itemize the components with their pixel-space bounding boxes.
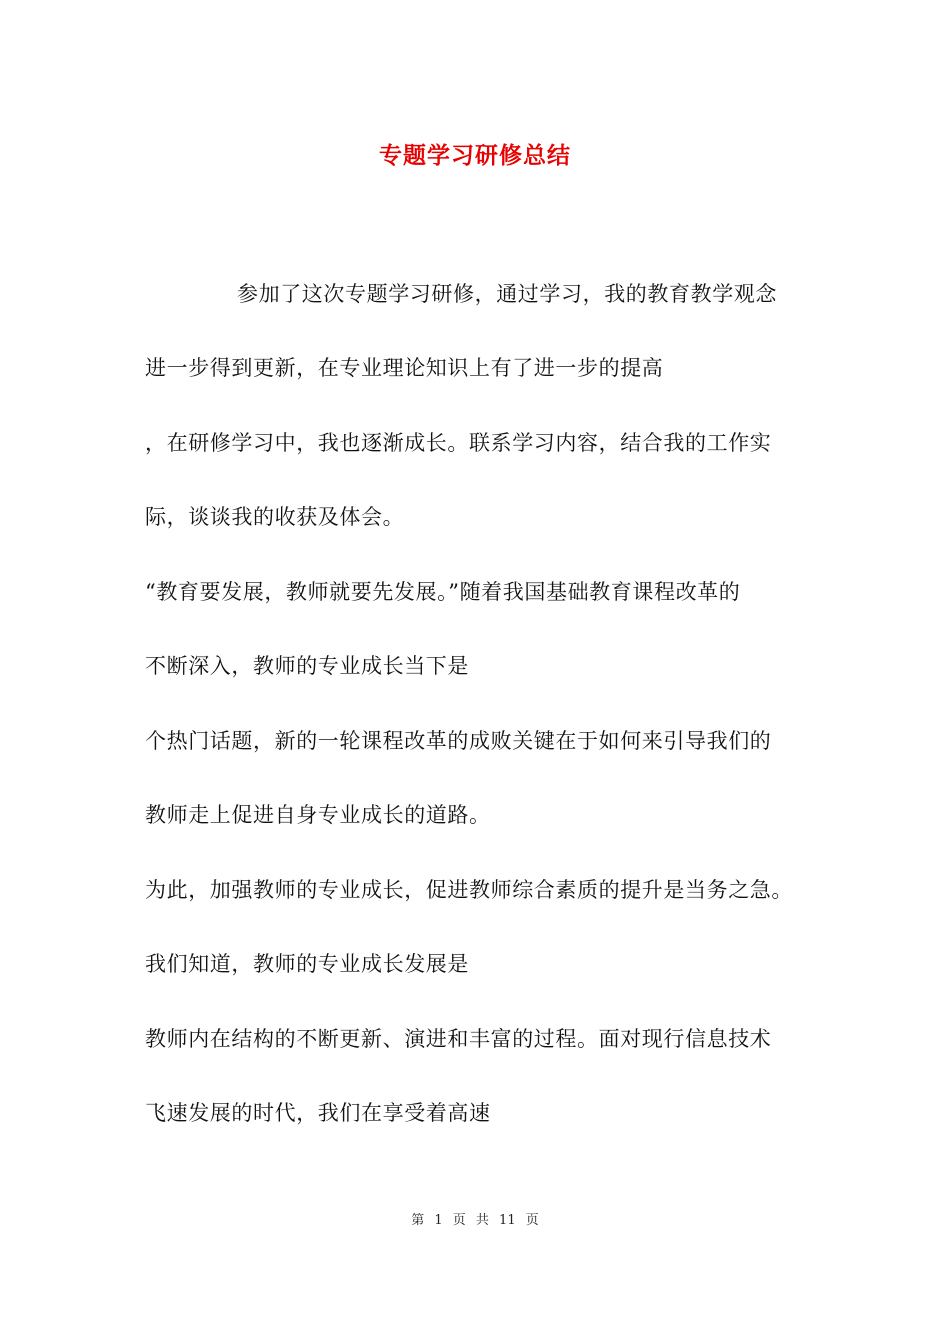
paragraph-line-1: 参加了这次专题学习研修，通过学习，我的教育教学观念: [237, 282, 777, 306]
paragraph-line-10: 我们知道，教师的专业成长发展是: [145, 952, 469, 976]
paragraph-line-2: 进一步得到更新，在专业理论知识上有了进一步的提高: [145, 356, 664, 380]
paragraph-line-11: 教师内在结构的不断更新、演进和丰富的过程。面对现行信息技术: [145, 1027, 772, 1051]
paragraph-line-6: 不断深入，教师的专业成长当下是: [145, 654, 469, 678]
paragraph-line-5: “教育要发展，教师就要先发展。”随着我国基础教育课程改革的: [145, 580, 741, 604]
paragraph-line-7: 个热门话题，新的一轮课程改革的成败关键在于如何来引导我们的: [145, 729, 772, 753]
paragraph-line-4: 际，谈谈我的收获及体会。: [145, 505, 405, 529]
paragraph-line-9: 为此，加强教师的专业成长，促进教师综合素质的提升是当务之急。: [145, 878, 793, 902]
document-title: 专题学习研修总结: [379, 142, 571, 169]
paragraph-line-3: ，在研修学习中，我也逐渐成长。联系学习内容，结合我的工作实: [145, 431, 772, 455]
paragraph-line-12: 飞速发展的时代，我们在享受着高速: [145, 1101, 491, 1125]
paragraph-line-8: 教师走上促进自身专业成长的道路。: [145, 803, 491, 827]
page-number-footer: 第 1 页 共 11 页: [411, 1213, 539, 1228]
